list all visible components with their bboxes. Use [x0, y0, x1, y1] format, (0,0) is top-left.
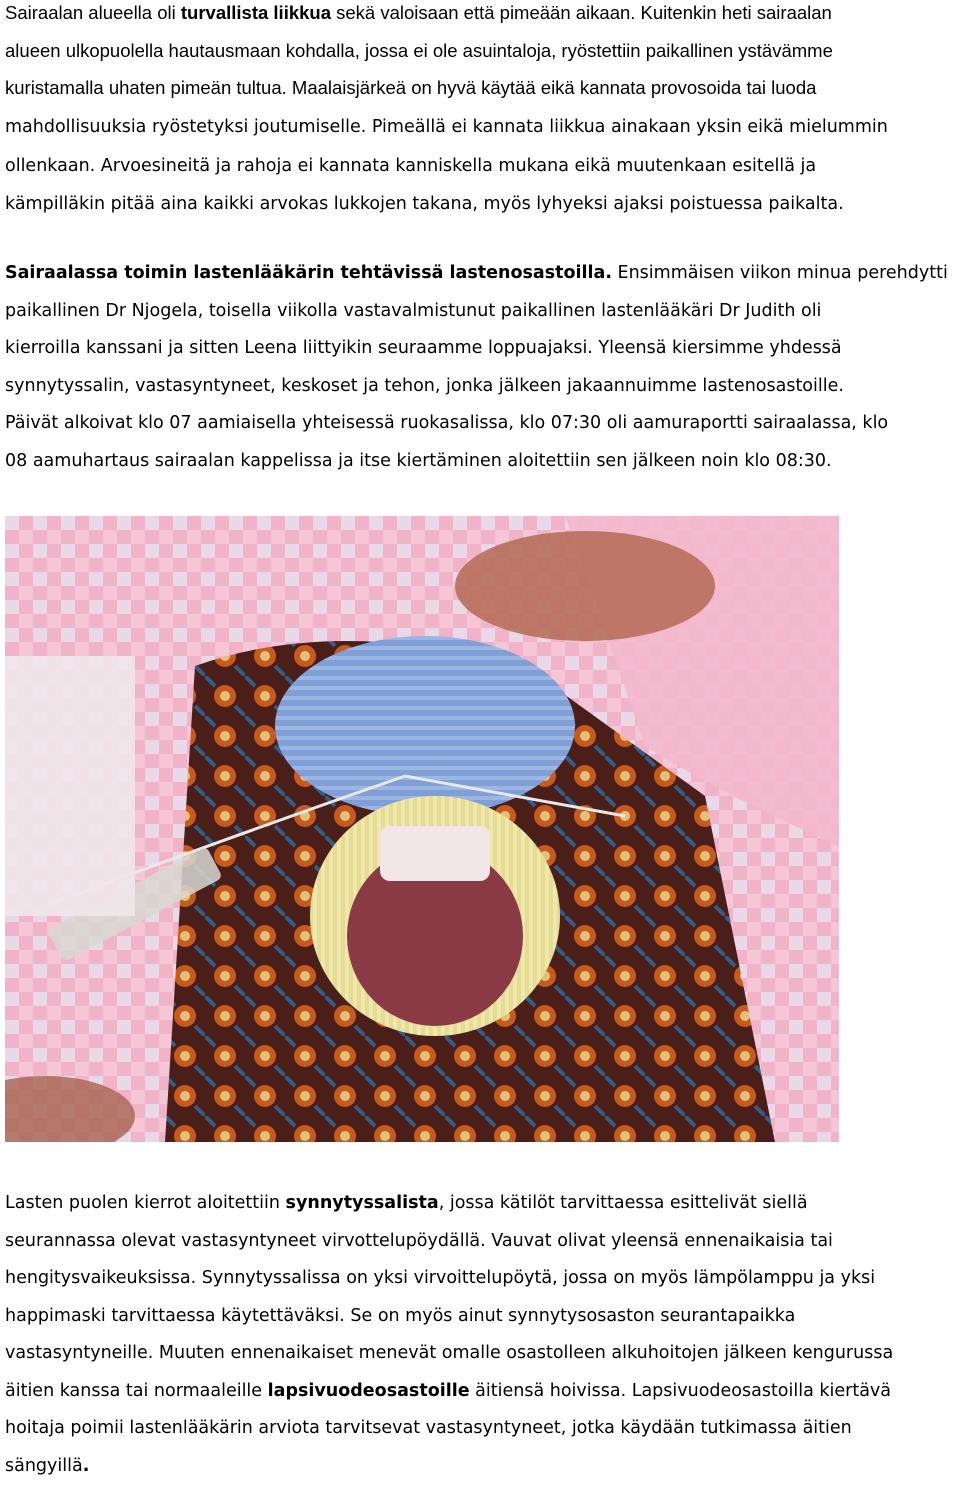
newborn-illustration	[5, 516, 839, 1142]
text-line: mahdollisuuksia ryöstetyksi joutumiselle. Pimeällä ei kannata liikkua ainakaan yksin eikä mielummin	[5, 107, 957, 147]
text-line: alueen ulkopuolella hautausmaan kohdalla, jossa ei ole asuintaloja, ryöstettiin paikallinen ystävämme	[5, 32, 957, 70]
paragraph-safety	[5, 0, 957, 223]
text-line: paikallinen Dr Njogela, toisella viikolla vastavalmistunut paikallinen lastenlääkäri Dr Judith oli	[5, 293, 957, 331]
bold-phrase: lapsivuodeosastoille	[268, 1381, 470, 1401]
text-line: hengitysvaikeuksissa. Synnytyssalissa on yksi virvoittelupöytä, jossa on myös lämpölamppu ja yksi	[5, 1260, 957, 1298]
text-line: happimaski tarvittaessa käytettäväksi. Se on myös ainut synnytysosaston seurantapaikka	[5, 1298, 957, 1336]
text-line: seurannassa olevat vastasyntyneet virvottelupöydällä. Vauvat olivat yleensä ennenaikaisia tai	[5, 1223, 957, 1261]
bold-phrase: synnytyssalista	[286, 1193, 439, 1213]
paragraph-work	[5, 255, 957, 480]
tape-patch	[380, 826, 490, 881]
text-line: synnytyssalin, vastasyntyneet, keskoset ja tehon, jonka jälkeen jakaannuimme lastenosastoille.	[5, 368, 957, 406]
text-line: äitien kanssa tai normaaleille lapsivuodeosastoille äitiensä hoivissa. Lapsivuodeosastoilla kiertävä	[5, 1373, 957, 1411]
text-line: ollenkaan. Arvoesineitä ja rahoja ei kannata kanniskella mukana eikä muutenkaan esitellä ja	[5, 146, 957, 186]
blue-knit-hat	[275, 636, 575, 816]
text-line: Lasten puolen kierrot aloitettiin synnytyssalista, jossa kätilöt tarvittaessa esittelivät siellä	[5, 1185, 957, 1223]
text-line: kämpilläkin pitää aina kaikki arvokas lukkojen takana, myös lyhyeksi ajaksi poistuessa paikalta.	[5, 186, 957, 224]
text-line: vastasyntyneille. Muuten ennenaikaiset menevät omalle osastolleen alkuhoitojen jälkeen kengurussa	[5, 1335, 957, 1373]
section-heading: Sairaalassa toimin lastenlääkärin tehtävissä lastenosastoilla.	[5, 263, 612, 283]
bold-phrase: turvallista liikkua	[181, 2, 331, 23]
text-line: kuristamalla uhaten pimeän tultua. Maalaisjärkeä on hyvä käytää eikä kannata provosoida tai luoda	[5, 69, 957, 107]
text-line: sängyillä.	[5, 1448, 957, 1485]
text-line: 08 aamuhartaus sairaalan kappelissa ja itse kiertäminen aloitettiin sen jälkeen noin klo 08:30.	[5, 443, 957, 481]
paragraph-rounds	[5, 1185, 957, 1485]
text-line: kierroilla kanssani ja sitten Leena liittyikin seuraamme loppuajaksi. Yleensä kiersimme yhdessä	[5, 330, 957, 368]
text-line: Sairaalan alueella oli turvallista liikkua sekä valoisaan että pimeään aikaan. Kuitenkin heti sairaalan	[5, 0, 957, 32]
text-line: Sairaalassa toimin lastenlääkärin tehtävissä lastenosastoilla. Ensimmäisen viikon minua perehdytti	[5, 255, 957, 293]
text-line: Päivät alkoivat klo 07 aamiaisella yhteisessä ruokasalissa, klo 07:30 oli aamuraportti sairaalassa, klo	[5, 405, 957, 443]
hand-top	[455, 531, 715, 641]
white-cloth	[5, 656, 135, 916]
newborn-photo	[5, 516, 839, 1142]
text-line: hoitaja poimii lastenlääkärin arviota tarvitsevat vastasyntyneet, jotka käydään tutkimassa äitien	[5, 1410, 957, 1448]
